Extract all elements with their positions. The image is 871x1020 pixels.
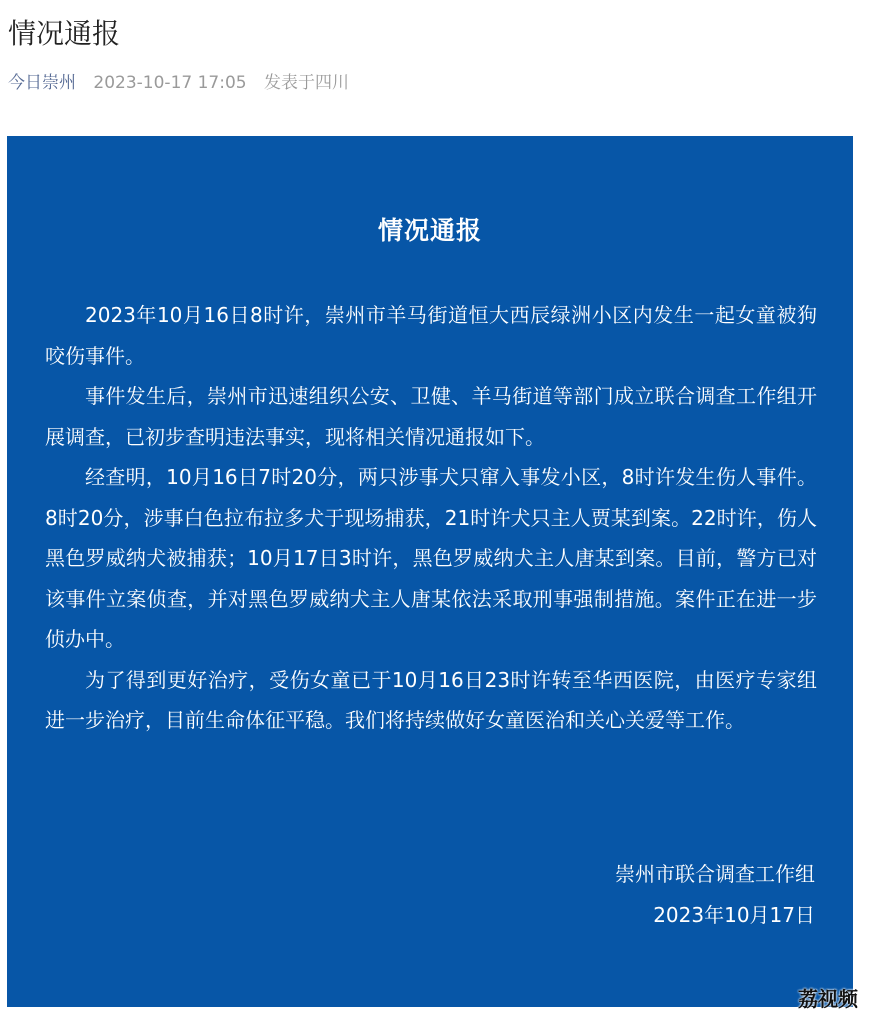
- notice-paragraph: 为了得到更好治疗，受伤女童已于10月16日23时许转至华西医院，由医疗专家组进一步治疗，目前生命体征平稳。我们将持续做好女童医治和关心关爱等工作。: [45, 667, 817, 732]
- notice-title: 情况通报: [377, 216, 482, 245]
- notice-paragraph: 事件发生后，崇州市迅速组织公安、卫健、羊马街道等部门成立联合调查工作组开展调查，已初步查明违法事实，现将相关情况通报如下。: [45, 384, 817, 449]
- publish-date: 2023-10-17 17:05: [93, 73, 247, 93]
- notice-paragraph: 2023年10月16日8时许，崇州市羊马街道恒大西辰绿洲小区内发生一起女童被狗咬伤事件。: [45, 303, 817, 368]
- notice-body: [45, 295, 817, 741]
- signature-org: 崇州市联合调查工作组: [615, 862, 815, 886]
- page-title: 情况通报: [8, 17, 121, 50]
- notice-image: [7, 136, 853, 1007]
- article-meta: [8, 70, 349, 96]
- notice-paragraph: 经查明，10月16日7时20分，两只涉事犬只窜入事发小区，8时许发生伤人事件。8时20分，涉事白色拉布拉多犬于现场捕获，21时许犬只主人贾某到案。22时许，伤人黑色罗威纳犬被捕获；10月17日3时许，黑色罗威纳犬主人唐某到案。目前，警方已对该事件立案侦查，并对黑色罗威纳犬主人唐某依法采取刑事强制措施。案件正在进一步侦办中。: [45, 465, 817, 651]
- watermark-logo: 荔视频: [798, 987, 858, 1011]
- account-link[interactable]: 今日崇州: [8, 73, 76, 93]
- publish-location: 发表于四川: [264, 73, 350, 93]
- signature-date: 2023年10月17日: [653, 903, 815, 927]
